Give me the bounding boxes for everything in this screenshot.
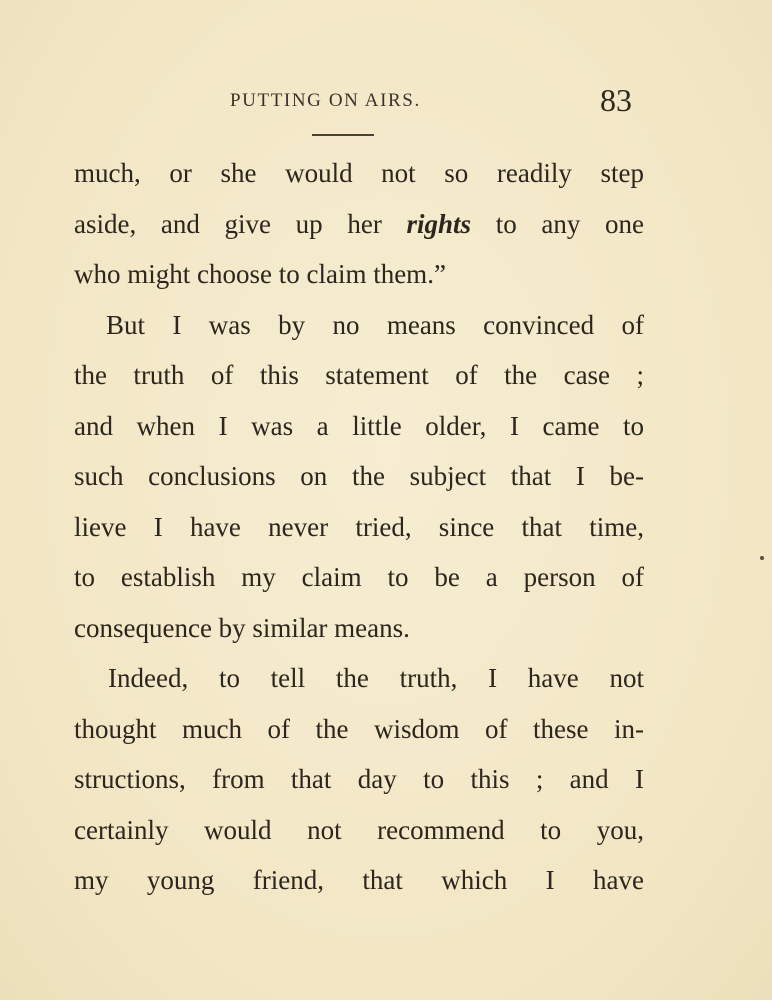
running-head: PUTTING ON AIRS. xyxy=(230,90,421,111)
page-number: 83 xyxy=(600,82,632,118)
text-line-12: thought much of the wisdom of these in- xyxy=(74,713,644,744)
emphasis-rights: rights xyxy=(406,208,472,239)
paper-speck xyxy=(760,556,764,560)
text-line-2-post: to any one xyxy=(471,208,644,239)
text-line-4: But I was by no means convinced of xyxy=(106,309,644,340)
text-line-14: certainly would not recommend to you, xyxy=(74,814,644,845)
header-rule xyxy=(312,134,374,136)
text-line-15: my young friend, that which I have xyxy=(74,865,644,895)
text-line-2 xyxy=(74,199,644,250)
page-header xyxy=(0,84,772,124)
text-line-2-pre: aside, and give up her xyxy=(74,208,407,239)
text-line-5: the truth of this statement of the case ; xyxy=(74,360,644,390)
text-line-11: Indeed, to tell the truth, I have not xyxy=(108,663,644,693)
body-text xyxy=(74,148,644,906)
text-line-6: and when I was a little older, I came to xyxy=(74,410,644,441)
text-line-8: lieve I have never tried, since that time, xyxy=(74,511,644,542)
text-line-7: such conclusions on the subject that I be- xyxy=(74,461,644,491)
text-line-13: structions, from that day to this ; and I xyxy=(74,764,644,794)
text-line-3: who might choose to claim them.” xyxy=(74,259,446,289)
text-line-1: much, or she would not so readily step xyxy=(74,158,644,188)
text-line-9: to establish my claim to be a person of xyxy=(74,562,644,592)
text-line-10: consequence by similar means. xyxy=(74,612,410,643)
